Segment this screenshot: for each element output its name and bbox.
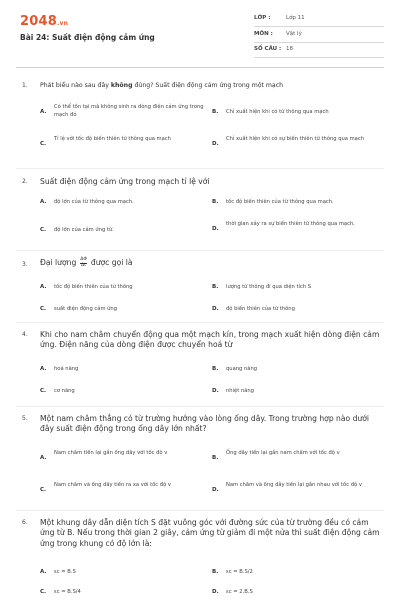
meta-divider — [254, 57, 384, 58]
option-text: độ biến thiên của từ thông — [226, 306, 295, 312]
header-divider — [16, 67, 384, 68]
option-c[interactable] — [40, 227, 200, 239]
question-text-content: Phát biểu nào sau đây không đúng? Suất điện động cảm ứng trong một mạch — [40, 82, 284, 89]
option-text: quang năng — [226, 366, 258, 372]
option-d[interactable] — [212, 136, 382, 156]
question-divider — [16, 406, 384, 407]
option-d[interactable] — [212, 482, 382, 502]
question-divider — [16, 510, 384, 511]
option-letter: C. — [40, 141, 47, 147]
question-text-prefix: Đại lượng — [40, 258, 77, 268]
meta-count — [254, 43, 384, 58]
option-b[interactable] — [212, 199, 382, 211]
question-number: 6. — [22, 519, 28, 526]
option-text: lượng từ thông đi qua diện tích S — [226, 284, 312, 290]
option-b[interactable] — [212, 104, 382, 124]
option-text: thời gian xảy ra sự biến thiên từ thông qua mạch. — [226, 221, 355, 227]
worksheet-header — [0, 0, 400, 66]
option-letter: C. — [40, 589, 47, 595]
option-letter: D. — [212, 487, 219, 493]
option-letter: A. — [40, 199, 47, 205]
option-letter: B. — [212, 284, 219, 290]
meta-class-value: Lớp 11 — [286, 15, 305, 21]
meta-subject — [254, 28, 384, 43]
option-text: tốc độ biến thiên của từ thông qua mạch. — [226, 199, 334, 205]
option-letter: B. — [212, 569, 219, 575]
option-letter: A. — [40, 366, 47, 372]
question-divider — [16, 168, 384, 169]
option-text: εc = B.S — [54, 569, 76, 575]
option-text: suất điện động cảm ứng — [54, 306, 118, 312]
logo-suffix: .vn — [56, 20, 69, 27]
option-b[interactable] — [212, 450, 382, 470]
option-letter: A. — [40, 569, 47, 575]
option-text: εc = B.S/4 — [54, 589, 81, 595]
question-text — [40, 258, 385, 269]
question-text: Một nam châm thẳng có từ trường hướng vào lòng ống dây. Trong trường hợp nào dưới đây suất điện động trong ống dây lớn nhất? — [40, 414, 369, 434]
option-text: độ lớn của từ thông qua mạch. — [54, 199, 134, 205]
option-c[interactable] — [40, 482, 200, 502]
option-a[interactable] — [40, 366, 200, 378]
meta-count-label: SỐ CÂU : — [254, 46, 282, 52]
option-text: Tỉ lệ với tốc độ biến thiên từ thông qua mạch — [54, 136, 171, 142]
option-text: εc = 2.B.S — [226, 589, 253, 595]
option-text: độ lớn của cảm ứng từ. — [54, 227, 114, 233]
option-letter: C. — [40, 306, 47, 312]
option-text: hoá năng — [54, 366, 79, 372]
option-letter: A. — [40, 284, 47, 290]
question-text: Một khung dây dẫn diện tích S đặt vuông góc với đường sức của từ trường đều có cảm ứng từ B. Nếu trong thời gian 2 giây, cảm ứng từ giảm đi một nửa thì suất điện động cảm ứng trong khung có độ lớn là: — [40, 518, 380, 548]
meta-subject-value: Vật lý — [286, 31, 302, 37]
option-a[interactable] — [40, 199, 200, 211]
option-d[interactable] — [212, 306, 382, 318]
option-c[interactable] — [40, 589, 200, 600]
meta-divider — [254, 26, 384, 27]
option-letter: B. — [212, 109, 219, 115]
option-d[interactable] — [212, 388, 382, 400]
option-b[interactable] — [212, 569, 382, 581]
question-text-suffix: được gọi là — [90, 258, 133, 268]
option-letter: D. — [212, 589, 219, 595]
option-text: Chỉ xuất hiện khi có sự biến thiên từ thông qua mạch — [226, 136, 365, 142]
logo-text: 2048 — [20, 14, 57, 29]
option-c[interactable] — [40, 306, 200, 318]
option-letter: D. — [212, 388, 219, 394]
fraction-denominator: Δt — [81, 262, 86, 268]
question-number: 1. — [22, 82, 28, 89]
option-letter: A. — [40, 455, 47, 461]
meta-count-value: 18 — [286, 46, 293, 52]
question-text: Suất điện động cảm ứng trong mạch tỉ lệ với — [40, 177, 210, 186]
meta-class-label: LỚP : — [254, 15, 271, 21]
option-text: Nam châm và ống dây tiến lại gần nhau với tốc độ v — [226, 482, 362, 488]
option-b[interactable] — [212, 284, 382, 296]
option-letter: A. — [40, 109, 47, 115]
fraction-numerator: ΔΦ — [80, 257, 87, 262]
option-letter: C. — [40, 227, 47, 233]
site-logo[interactable] — [20, 14, 68, 29]
option-letter: C. — [40, 487, 47, 493]
lesson-title: Bài 24: Suất điện động cảm ứng — [20, 33, 155, 42]
option-text: Nam châm và ống dây tiến ra xa với tốc độ v — [54, 482, 171, 488]
question-text — [40, 82, 385, 90]
question-divider — [16, 250, 384, 251]
option-d[interactable] — [212, 221, 382, 241]
option-letter: D. — [212, 141, 219, 147]
option-text: Chỉ xuất hiện khi có từ thông qua mạch — [226, 109, 329, 115]
option-text: Nam châm tiến lại gần ống dây với tốc độ v — [54, 450, 168, 456]
option-c[interactable] — [40, 388, 200, 400]
question-divider — [16, 322, 384, 323]
option-text: cơ năng — [54, 388, 75, 394]
question-number: 5. — [22, 415, 28, 422]
option-letter: C. — [40, 388, 47, 394]
option-a[interactable] — [40, 569, 200, 581]
option-text: εc = B.S/2 — [226, 569, 253, 575]
option-letter: B. — [212, 199, 219, 205]
option-text: Có thể tồn tại mà không sinh ra dòng điện cảm ứng trong mạch đó — [54, 104, 204, 118]
question-number: 4. — [22, 331, 28, 338]
fraction — [80, 258, 87, 269]
option-c[interactable] — [40, 136, 200, 156]
option-a[interactable] — [40, 104, 204, 124]
meta-class — [254, 12, 384, 27]
option-text: Ống dây tiến lại gần nam châm với tốc độ v — [226, 450, 340, 456]
option-text: nhiệt năng — [226, 388, 254, 394]
option-letter: B. — [212, 455, 219, 461]
option-letter: D. — [212, 226, 219, 232]
question-text: Khi cho nam châm chuyển động qua một mạch kín, trong mạch xuất hiện dòng điện cảm ứng. Điện năng của dòng điện được chuyển hoá từ — [40, 330, 380, 350]
option-b[interactable] — [212, 366, 382, 378]
option-letter: D. — [212, 306, 219, 312]
meta-subject-label: MÔN : — [254, 31, 273, 37]
question-number: 2. — [22, 178, 28, 185]
option-d[interactable] — [212, 589, 382, 600]
option-letter: B. — [212, 366, 219, 372]
emphasis-word: không — [110, 82, 133, 89]
option-a[interactable] — [40, 450, 200, 470]
option-a[interactable] — [40, 284, 200, 296]
question-number: 3. — [22, 261, 28, 268]
option-text: tốc độ biến thiên của từ thông — [54, 284, 133, 290]
